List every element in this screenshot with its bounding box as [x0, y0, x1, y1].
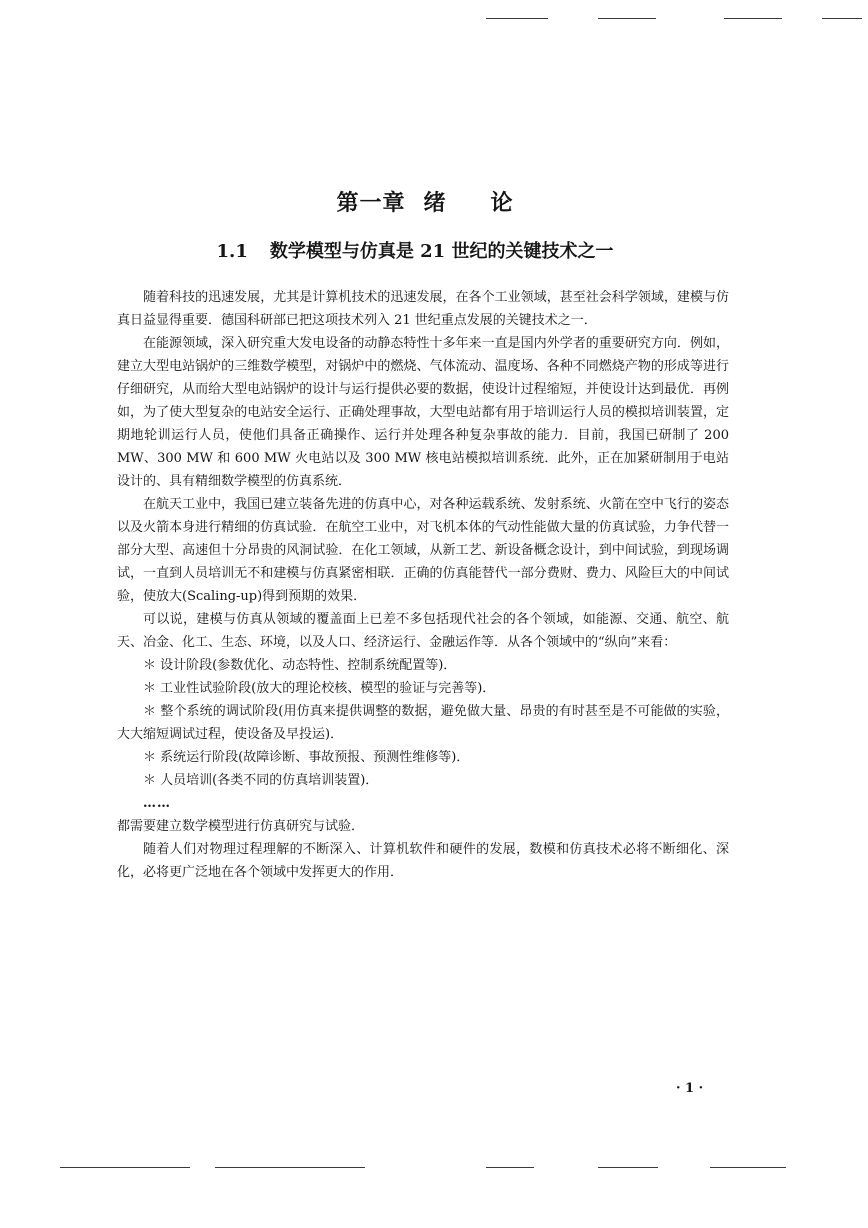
bullet-item-training: ＊ 人员培训(各类不同的仿真培训装置)． — [143, 773, 379, 788]
section-title: 数学模型与仿真是 21 世纪的关键技术之一 — [269, 241, 614, 262]
bullet-item-design: ＊ 设计阶段(参数优化、动态特性、控制系统配置等)． — [143, 658, 457, 673]
scan-mark-top-1 — [486, 18, 548, 19]
chapter-title-part1: 绪 — [423, 191, 447, 216]
scan-mark-bottom-1 — [60, 1167, 190, 1168]
section-number: 1.1 — [216, 241, 248, 262]
scan-mark-bottom-5 — [710, 1167, 786, 1168]
page-number: · 1 · — [676, 1081, 704, 1096]
chapter-title-part2: 论 — [490, 191, 514, 216]
bullet-item-operation: ＊ 系统运行阶段(故障诊断、事故预报、预测性维修等)． — [143, 750, 470, 765]
scan-mark-top-3 — [724, 18, 782, 19]
paragraph-6: 随着人们对物理过程理解的不断深入、计算机软件和硬件的发展，数模和仿真技术必将不断细化、深化，必将更广泛地在各个领域中发挥更大的作用． — [117, 842, 729, 880]
paragraph-1: 随着科技的迅速发展，尤其是计算机技术的迅速发展，在各个工业领域，甚至社会科学领域，建模与仿真日益显得重要．德国科研部已把这项技术列入 21 世纪重点发展的关键技术之一． — [117, 290, 729, 328]
paragraph-5: 都需要建立数学模型进行仿真研究与试验． — [117, 819, 365, 834]
scan-mark-bottom-4 — [598, 1167, 658, 1168]
scan-mark-bottom-2 — [215, 1167, 365, 1168]
scan-mark-bottom-3 — [486, 1167, 534, 1168]
scan-mark-top-2 — [598, 18, 656, 19]
chapter-label: 第一章 — [336, 191, 406, 216]
bullet-item-debugging: ＊ 整个系统的调试阶段(用仿真来提供调整的数据，避免做大量、昂贵的有时甚至是不可能做的实验，大大缩短调试过程，使设备及早投运)． — [117, 704, 729, 742]
list-ellipsis: …… — [143, 796, 171, 811]
chapter-title — [0, 186, 850, 217]
paragraph-3: 在航天工业中，我国已建立装备先进的仿真中心，对各种运载系统、发射系统、火箭在空中飞行的姿态以及火箭本身进行精细的仿真试验．在航空工业中，对飞机本体的气动性能做大量的仿真试验，力争代替一部分大型、高速但十分昂贵的风洞试验．在化工领域，从新工艺、新设备概念设计，到中间试验，到现场调试，一直到人员培训无不和建模与仿真紧密相联．正确的仿真能替代一部分费财、费力、风险巨大的中间试验，使放大(Scaling-up)得到预期的效果． — [117, 497, 729, 604]
paragraph-4: 可以说，建模与仿真从领域的覆盖面上已差不多包括现代社会的各个领域，如能源、交通、航空、航天、冶金、化工、生态、环境，以及人口、经济运行、金融运作等．从各个领域中的“纵向”来看： — [117, 612, 729, 650]
section-heading — [0, 237, 830, 263]
scan-mark-top-4 — [822, 18, 862, 19]
body-text — [117, 286, 729, 884]
paragraph-2: 在能源领域，深入研究重大发电设备的动静态特性十多年来一直是国内外学者的重要研究方向．例如，建立大型电站锅炉的三维数学模型，对锅炉中的燃烧、气体流动、温度场、各种不同燃烧产物的形成等进行仔细研究，从而给大型电站锅炉的设计与运行提供必要的数据，使设计过程缩短，并使设计达到最优．再例如，为了使大型复杂的电站安全运行、正确处理事故，大型电站都有用于培训运行人员的模拟培训装置，定期地轮训运行人员，使他们具备正确操作、运行并处理各种复杂事故的能力．目前，我国已研制了 200 MW、300 MW 和 600 MW 火电站以及 300 MW 核电站模拟培训系统．此外，正在加紧研制用于电站设计的、具有精细数学模型的仿真系统． — [117, 336, 729, 489]
bullet-item-industrial-test: ＊ 工业性试验阶段(放大的理论校核、模型的验证与完善等)． — [143, 681, 496, 696]
